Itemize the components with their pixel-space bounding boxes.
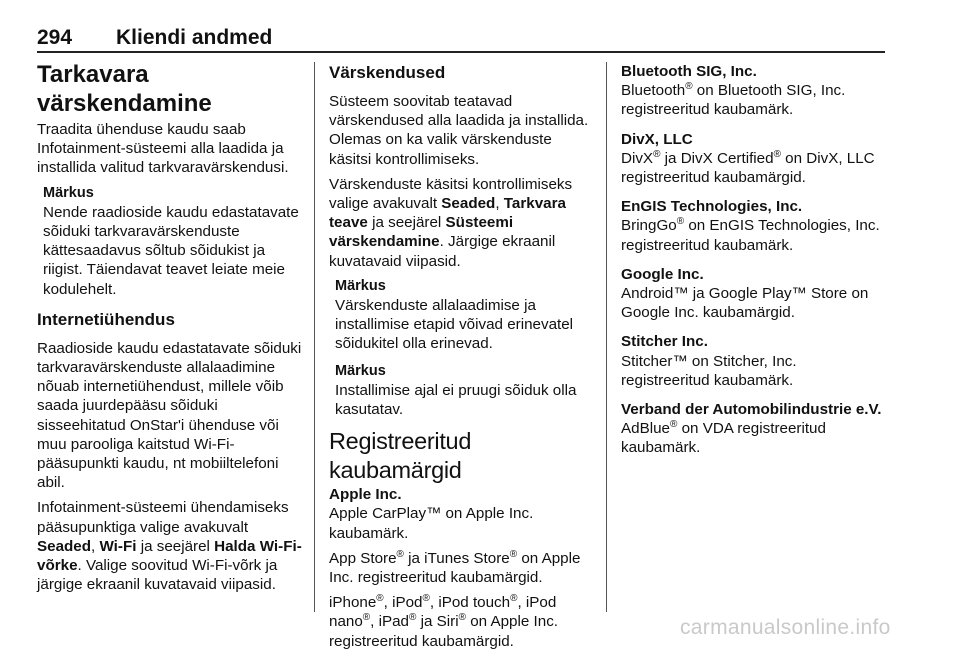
trademark-entry xyxy=(621,130,887,188)
company-name: Verband der Automobilindustrie e.V. xyxy=(621,401,882,419)
column-divider-1 xyxy=(314,62,315,612)
wifi-paragraph xyxy=(37,498,305,594)
menu-term-manage-wifi: Halda Wi-Fi-võrke xyxy=(37,537,302,575)
text-run: , iPod xyxy=(383,594,423,612)
trademark-text: Stitcher™ on Stitcher, Inc. registreeritud kaubamärk. xyxy=(621,352,797,389)
trademark-text xyxy=(621,81,887,119)
page-header xyxy=(37,26,885,53)
chapter-title: Kliendi andmed xyxy=(116,26,273,49)
text-run: on EnGIS Technologies, Inc. registreeritud kaubamärk. xyxy=(621,217,880,254)
text-run: AdBlue xyxy=(621,420,670,438)
text-run: , iPad xyxy=(370,613,410,631)
trademark-entry xyxy=(621,400,887,458)
subsection-title-internet: Internetiühendus xyxy=(37,309,175,329)
registered-mark: ® xyxy=(422,593,430,605)
text-run: on DivX, LLC registreeritud kaubamärgid. xyxy=(621,149,875,187)
intro-paragraph: Traadita ühenduse kaudu saab Infotainment-süsteemi alla laadida ja installida valitud tarkvaravärskendusi. xyxy=(37,121,289,177)
registered-mark: ® xyxy=(362,612,371,624)
text-run: , iPod nano xyxy=(329,594,557,631)
company-name: Apple Inc. xyxy=(329,486,402,504)
menu-term-system-update: Süsteemi värskendamine xyxy=(329,214,514,251)
trademark-entry xyxy=(621,265,887,323)
text-run: DivX xyxy=(621,149,654,167)
text-run: iPhone xyxy=(329,594,377,612)
section-title-software-update: Tarkavara värskendamine xyxy=(37,61,212,117)
text-run: ja DivX Certified xyxy=(660,149,774,167)
column-divider-2 xyxy=(606,62,607,612)
text-run: , xyxy=(91,537,100,555)
trademark-text xyxy=(621,149,887,187)
section-title-trademarks: Registreeritud kaubamärgid xyxy=(329,428,472,484)
text-run: Bluetooth xyxy=(621,82,686,100)
note-box xyxy=(43,184,305,299)
text-run: Infotainment-süsteemi ühendamiseks pääsupunktiga valige avakuvalt xyxy=(37,499,289,536)
note-title: Märkus xyxy=(335,277,386,294)
company-name: DivX, LLC xyxy=(621,130,693,148)
note-title: Märkus xyxy=(335,362,386,379)
trademark-text xyxy=(329,549,597,587)
registered-mark: ® xyxy=(685,81,693,93)
text-run: ja seejärel xyxy=(367,214,446,232)
registered-mark: ® xyxy=(409,612,417,624)
text-run: on Apple Inc. registreeritud kaubamärgid. xyxy=(329,613,559,650)
note-title: Märkus xyxy=(43,184,94,201)
text-run: ja seejärel xyxy=(136,537,215,555)
menu-term-settings: Seaded xyxy=(37,537,92,555)
menu-term-software-info: Tarkvara teave xyxy=(329,195,566,232)
text-run: App Store xyxy=(329,549,397,567)
note-text: Värskenduste allalaadimise ja installimise etapid võivad erinevatel sõidukitel olla erinevad. xyxy=(335,297,574,353)
text-run: Värskenduste käsitsi kontrollimiseks valige avakuvalt xyxy=(329,175,573,213)
internet-paragraph: Raadioside kaudu edastatavate sõiduki tarkvaravärskenduste allalaadimine nõuab internetiühendust, millele võib saada juurdepääsu sõiduki sisseehitatud OnStar'i ühenduse või muu parooliga kaitstud Wi-Fi-pääsupunkti kaudu, nt mobiiltelefoni abil. xyxy=(37,339,302,492)
watermark: carmanualsonline.info xyxy=(680,616,891,639)
text-run: . Järgige ekraanil kuvatavaid viipasid. xyxy=(329,233,556,270)
registered-mark: ® xyxy=(458,612,466,624)
text-run: ja iTunes Store xyxy=(403,549,510,567)
text-run: on VDA registreeritud kaubamärk. xyxy=(621,420,826,457)
registered-mark: ® xyxy=(396,548,404,560)
company-name: Google Inc. xyxy=(621,265,704,283)
text-run: on Bluetooth SIG, Inc. registreeritud kaubamärk. xyxy=(621,82,846,119)
trademark-text xyxy=(329,593,597,651)
registered-mark: ® xyxy=(510,593,518,605)
registered-mark: ® xyxy=(509,548,518,560)
text-run: on Apple Inc. registreeritud kaubamärgid. xyxy=(329,549,581,587)
note-box xyxy=(335,277,597,354)
subsection-title-updates: Värskendused xyxy=(329,63,446,82)
text-run: ja Siri xyxy=(416,613,459,631)
column-2 xyxy=(329,62,597,657)
trademark-text: Android™ ja Google Play™ Store on Google Inc. kaubamärgid. xyxy=(621,285,869,322)
registered-mark: ® xyxy=(653,148,661,160)
company-name: EnGIS Technologies, Inc. xyxy=(621,198,803,216)
registered-mark: ® xyxy=(376,593,384,605)
trademark-text xyxy=(621,216,887,254)
trademark-entry xyxy=(621,197,887,255)
text-run: . Valige soovitud Wi-Fi-võrk ja järgige ekraanil kuvatavaid viipasid. xyxy=(37,557,278,594)
company-name: Stitcher Inc. xyxy=(621,333,708,351)
trademark-text: Apple CarPlay™ on Apple Inc. kaubamärk. xyxy=(329,505,534,542)
text-run: , iPod touch xyxy=(429,594,511,612)
updates-paragraph: Süsteem soovitab teatavad värskendused alla laadida ja installida. Olemas on ka valik värskenduste käsitsi kontrollimiseks. xyxy=(329,93,589,168)
note-text: Installimise ajal ei pruugi sõiduk olla kasutatav. xyxy=(335,381,577,419)
registered-mark: ® xyxy=(669,419,678,431)
text-run: BringGo xyxy=(621,217,677,235)
note-text: Nende raadioside kaudu edastatavate sõiduki tarkvaravärskenduste kättesaadavus sõltub sõidukist ja riigist. Täiendavat teavet leiate meie kodulehelt. xyxy=(43,203,299,298)
manual-check-paragraph xyxy=(329,175,597,271)
menu-term-wifi: Wi-Fi xyxy=(99,537,137,555)
company-name: Bluetooth SIG, Inc. xyxy=(621,63,757,80)
page-number: 294 xyxy=(37,26,73,49)
registered-mark: ® xyxy=(676,216,685,228)
column-1 xyxy=(37,60,305,600)
trademark-text xyxy=(621,419,887,457)
column-3 xyxy=(621,62,887,468)
trademark-entry xyxy=(621,332,887,390)
menu-term-settings: Seaded xyxy=(441,195,496,213)
trademark-entry xyxy=(621,62,887,120)
registered-mark: ® xyxy=(773,148,781,160)
text-run: , xyxy=(495,195,504,213)
note-box xyxy=(335,362,597,420)
